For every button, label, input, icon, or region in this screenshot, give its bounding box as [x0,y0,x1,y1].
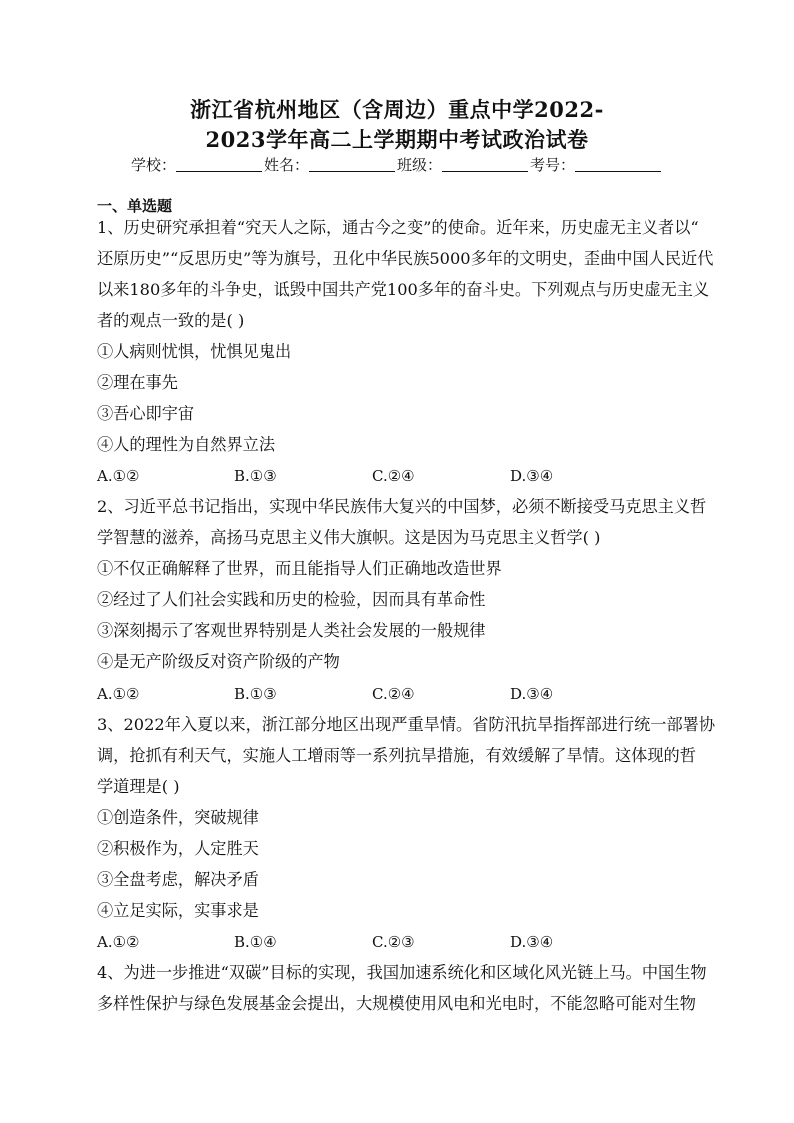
q1-stem-line: 1、历史研究承担着“究天人之际，通古今之变”的使命。近年来，历史虚无主义者以“ [97,218,699,237]
q1-options [97,466,697,486]
number-blank [575,157,661,172]
q2-item: ④是无产阶级反对资产阶级的产物 [97,652,340,671]
q3-stem-line: 调，抢抓有利天气，实施人工增雨等一系列抗旱措施，有效缓解了旱情。这体现的哲 [97,746,696,765]
q2-item: ②经过了人们社会实践和历史的检验，因而具有革命性 [97,590,486,609]
q1-item: ②理在事先 [97,373,178,392]
q3-option-b[interactable]: B.①④ [234,933,277,951]
q3-stem-line: 3、2022年入夏以来，浙江部分地区出现严重旱情。省防汛抗旱指挥部进行统一部署协 [97,715,716,734]
q4-stem-line: 4、为进一步推进“双碳”目标的实现，我国加速系统化和区域化风光链上马。中国生物 [97,963,707,982]
class-blank [442,157,528,172]
q3-option-d[interactable]: D.③④ [510,933,554,951]
q1-option-c[interactable]: C.②④ [372,467,415,485]
q2-options [97,684,697,704]
q3-item: ③全盘考虑，解决矛盾 [97,870,259,889]
q3-item: ①创造条件，突破规律 [97,808,259,827]
q2-item: ③深刻揭示了客观世界特别是人类社会发展的一般规律 [97,621,486,640]
q1-option-b[interactable]: B.①③ [234,467,277,485]
q4-stem-line: 多样性保护与绿色发展基金会提出，大规模使用风电和光电时，不能忽略可能对生物 [97,994,696,1013]
student-info-row [0,154,794,175]
q1-option-d[interactable]: D.③④ [510,467,554,485]
q2-item: ①不仅正确解释了世界，而且能指导人们正确地改造世界 [97,559,502,578]
q1-item: ①人病则忧惧，忧惧见鬼出 [97,342,292,361]
q2-option-a[interactable]: A.①② [97,685,140,703]
class-label: 班级： [397,156,443,174]
q1-item: ④人的理性为自然界立法 [97,435,276,454]
school-label: 学校： [130,156,176,174]
q2-stem-line: 学智慧的滋养，高扬马克思主义伟大旗帜。这是因为马克思主义哲学( ) [97,528,601,547]
q2-option-b[interactable]: B.①③ [234,685,277,703]
school-blank [176,157,262,172]
q2-option-d[interactable]: D.③④ [510,685,554,703]
exam-title-line1: 浙江省杭州地区（含周边）重点中学2022- [190,97,604,122]
q2-option-c[interactable]: C.②④ [372,685,415,703]
q1-stem-line: 还原历史”“反思历史”等为旗号，丑化中华民族5000多年的文明史，歪曲中国人民近代 [97,249,714,268]
q1-stem-line: 以来180多年的斗争史，诋毁中国共产党100多年的奋斗史。下列观点与历史虚无主义 [97,280,710,299]
exam-title-line2: 2023学年高二上学期期中考试政治试卷 [205,127,589,152]
q1-stem-line: 者的观点一致的是( ) [97,311,245,330]
q3-option-c[interactable]: C.②③ [372,933,415,951]
section-title: 一、单选题 [97,197,173,215]
q3-item: ④立足实际，实事求是 [97,901,259,920]
name-blank [309,157,395,172]
name-label: 姓名： [263,156,309,174]
q3-options [97,932,697,952]
q3-stem-line: 学道理是( ) [97,777,180,796]
q3-item: ②积极作为，人定胜天 [97,839,259,858]
number-label: 考号： [530,156,576,174]
q3-option-a[interactable]: A.①② [97,933,140,951]
q1-option-a[interactable]: A.①② [97,467,140,485]
q1-item: ③吾心即宇宙 [97,404,195,423]
q2-stem-line: 2、习近平总书记指出，实现中华民族伟大复兴的中国梦，必须不断接受马克思主义哲 [97,497,707,516]
